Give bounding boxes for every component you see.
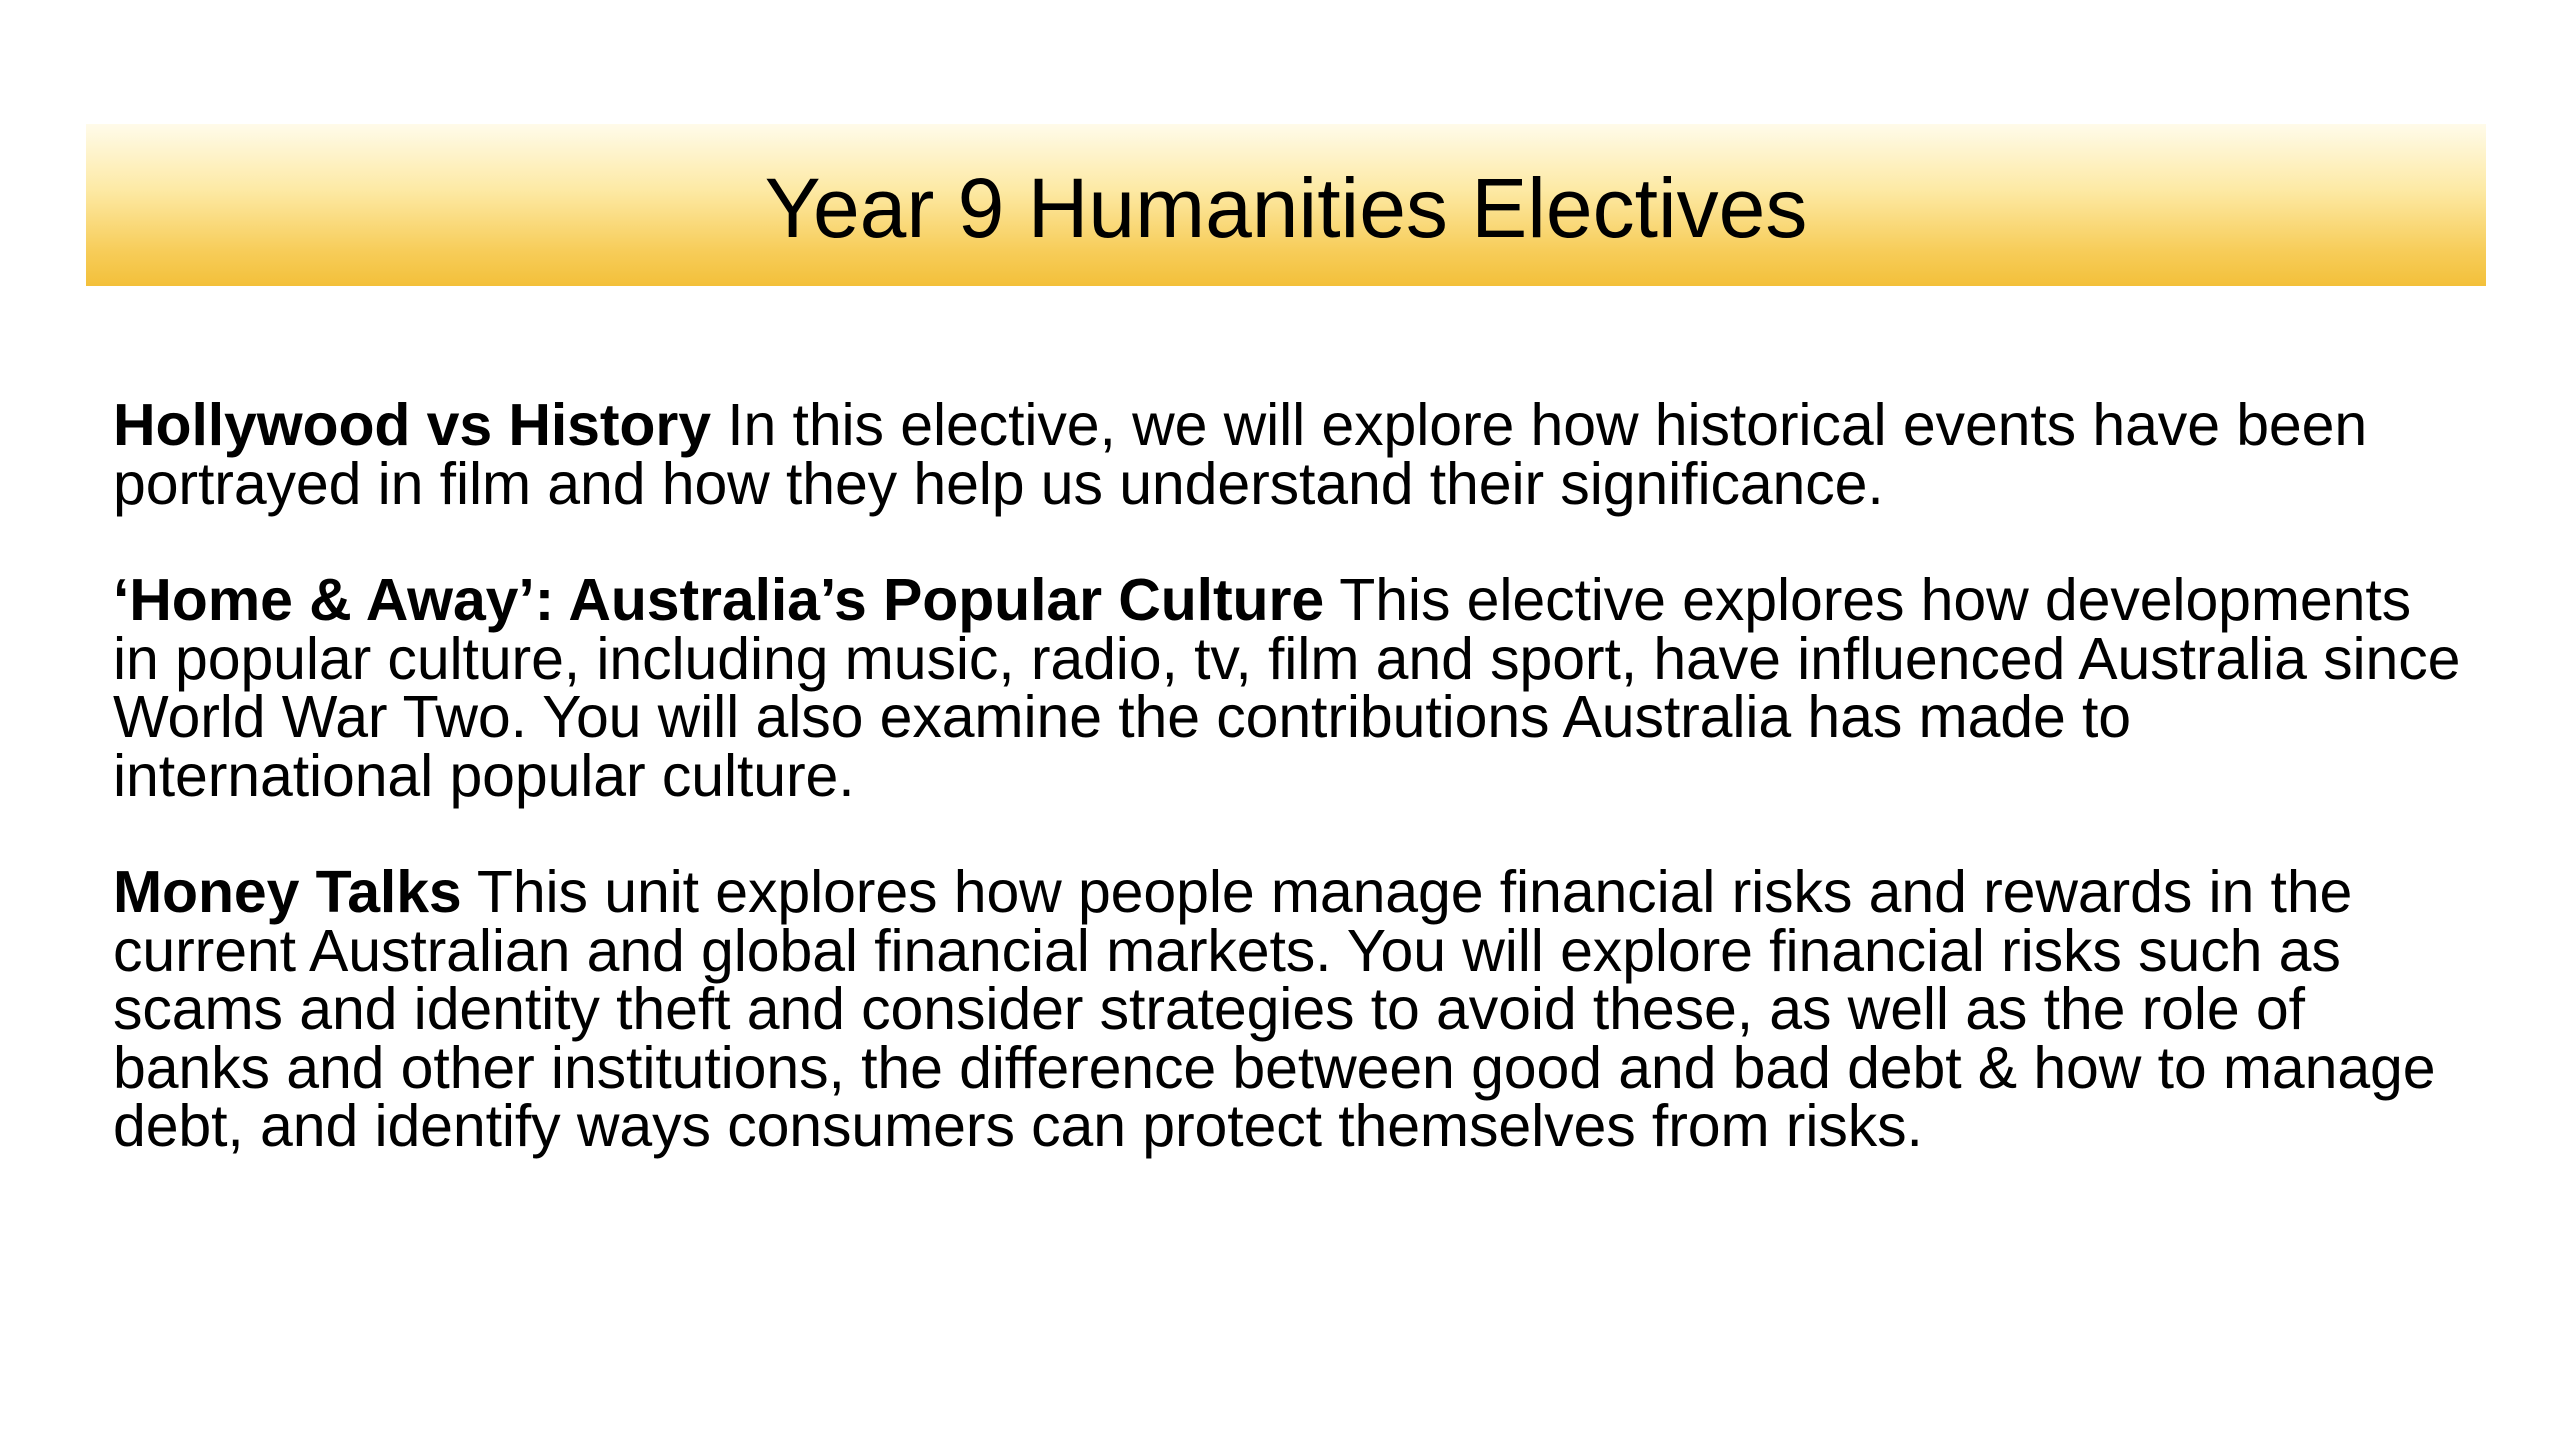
electives-list bbox=[113, 392, 2463, 1214]
title-banner bbox=[86, 124, 2486, 286]
elective-money-talks bbox=[113, 859, 2463, 1159]
elective-description: This unit explores how people manage financial risks and rewards in the current Australian and global financial markets. You will explore financial risks such as scams and identity theft and consider strategies to avoid these, as well as the role of banks and other institutions, the difference between good and bad debt & how to manage debt, and identify ways consumers can protect themselves from risks. bbox=[113, 859, 2436, 1159]
elective-description: This elective explores how developments in popular culture, including music, radio, tv, film and sport, have influenced Australia since World War Two. You will also examine the contributions Australia has made to international popular culture. bbox=[113, 567, 2461, 809]
elective-name: Money Talks bbox=[113, 859, 462, 925]
elective-hollywood-vs-history bbox=[113, 392, 2463, 517]
elective-name: ‘Home & Away’: Australia’s Popular Culture bbox=[113, 567, 1325, 633]
slide-title: Year 9 Humanities Electives bbox=[764, 161, 1808, 255]
elective-home-and-away bbox=[113, 567, 2463, 809]
elective-description: In this elective, we will explore how historical events have been portrayed in film and how they help us understand their significance. bbox=[113, 392, 2368, 517]
elective-name: Hollywood vs History bbox=[113, 392, 711, 458]
